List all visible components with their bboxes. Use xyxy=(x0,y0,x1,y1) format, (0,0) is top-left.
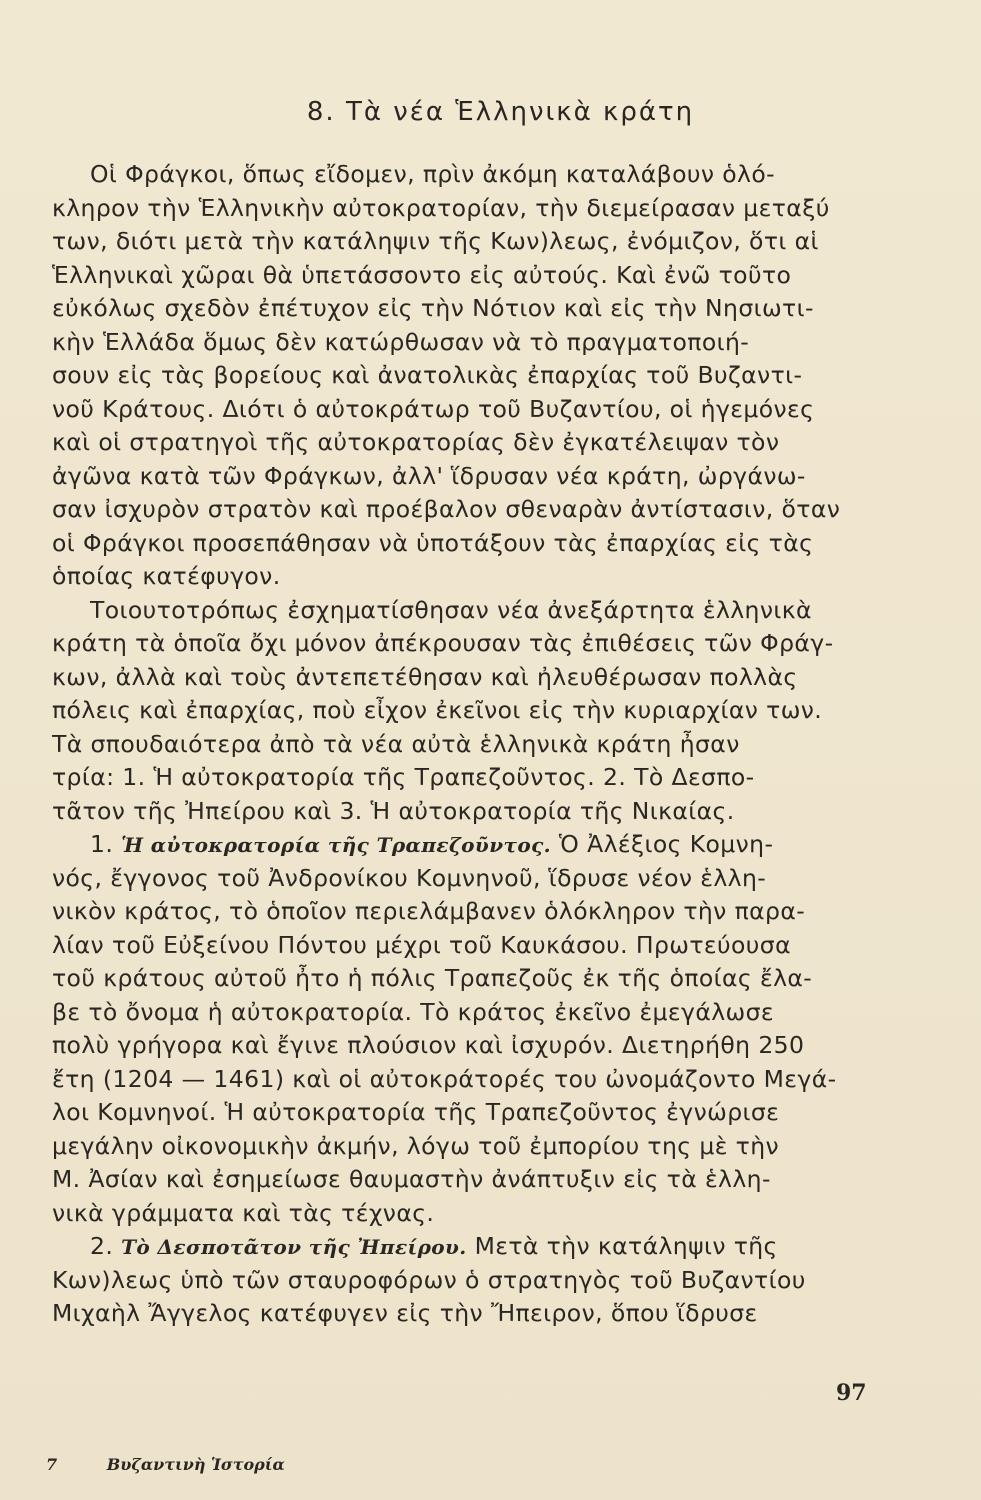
text-line: Μ. Ἀσίαν καὶ ἐσημείωσε θαυμαστὴν ἀνάπτυξιν εἰς τὰ ἑλλη- xyxy=(52,1165,771,1193)
section-heading: Τὸ Δεσποτᾶτον τῆς Ἠπείρου. xyxy=(121,1235,467,1259)
text-line: των, διότι μετὰ τὴν κατάληψιν τῆς Κων)λεως, ἐνόμιζον, ὅτι αἱ xyxy=(52,227,819,255)
text-line: λοι Κομνηνοί. Ἡ αὐτοκρατορία τῆς Τραπεζοῦντος ἐγνώρισε xyxy=(52,1098,780,1126)
text-line: πόλεις καὶ ἐπαρχίας, ποὺ εἶχον ἐκεῖνοι εἰς τὴν κυριαρχίαν των. xyxy=(52,696,823,724)
text-line: πολὺ γρήγορα καὶ ἔγινε πλούσιον καὶ ἰσχυρόν. Διετηρήθη 250 xyxy=(52,1031,805,1059)
text-line: Μιχαὴλ Ἄγγελος κατέφυγεν εἰς τὴν Ἤπειρον, ὅπου ἵδρυσε xyxy=(52,1299,758,1327)
page-footer xyxy=(46,1455,285,1474)
text-line: κὴν Ἑλλάδα ὅμως δὲν κατώρθωσαν νὰ τὸ πραγματοποιή- xyxy=(52,327,750,356)
book-title: Βυζαντινὴ Ἱστορία xyxy=(106,1455,285,1474)
text-line: κληρον τὴν Ἑλληνικὴν αὐτοκρατορίαν, τὴν διεμείρασαν μεταξύ xyxy=(52,193,830,222)
text-line: κράτη τὰ ὁποῖα ὄχι μόνον ἀπέκρουσαν τὰς ἐπιθέσεις τῶν Φράγ- xyxy=(52,629,834,657)
text-line: Τὰ σπουδαιότερα ἀπὸ τὰ νέα αὐτὰ ἑλληνικὰ κράτη ἦσαν xyxy=(52,729,740,758)
section-text: Ὁ Ἀλέξιος Κομνη- xyxy=(558,830,774,858)
text-line: τοῦ κράτους αὐτοῦ ἦτο ἡ πόλις Τραπεζοῦς ἐκ τῆς ὁποίας ἔλα- xyxy=(52,964,813,992)
text-line: νός, ἔγγονος τοῦ Ἀνδρονίκου Κομνηνοῦ, ἵδρυσε νέον ἑλλη- xyxy=(52,863,767,892)
text-line: καὶ οἱ στρατηγοὶ τῆς αὐτοκρατορίας δὲν ἐγκατέλειψαν τὸν xyxy=(52,428,780,456)
text-line: νικὸν κράτος, τὸ ὁποῖον περιελάμβανεν ὁλόκληρον τὴν παρα- xyxy=(52,897,806,925)
text-line: εὐκόλως σχεδὸν ἐπέτυχον εἰς τὴν Νότιον καὶ εἰς τὴν Νησιωτι- xyxy=(52,294,814,322)
text-line: λίαν τοῦ Εὐξείνου Πόντου μέχρι τοῦ Καυκάσου. Πρωτεύουσα xyxy=(52,930,791,959)
section-heading: Ἡ αὐτοκρατορία τῆς Τραπεζοῦντος. xyxy=(121,833,552,857)
text-line: Οἱ Φράγκοι, ὅπως εἴδομεν, πρὶν ἀκόμη καταλάβουν ὁλό- xyxy=(90,160,775,188)
chapter-title: 8. Τὰ νέα Ἑλληνικὰ κράτη xyxy=(306,97,695,127)
text-line: τᾶτον τῆς Ἠπείρου καὶ 3. Ἡ αὐτοκρατορία τῆς Νικαίας. xyxy=(52,796,735,825)
page-number: 97 xyxy=(836,1380,867,1406)
text-line: σαν ἰσχυρὸν στρατὸν καὶ προέβαλον σθεναρὰν ἀντίστασιν, ὅταν xyxy=(52,495,841,523)
body-text xyxy=(52,158,872,1331)
section-heading-line xyxy=(52,828,872,862)
text-line: Τοιουτοτρόπως ἐσχηματίσθησαν νέα ἀνεξάρτητα ἑλληνικὰ xyxy=(90,595,812,624)
text-line: ὁποίας κατέφυγον. xyxy=(52,562,281,590)
text-line: βε τὸ ὄνομα ἡ αὐτοκρατορία. Τὸ κράτος ἐκεῖνο ἐμεγάλωσε xyxy=(52,997,774,1026)
text-line: οἱ Φράγκοι προσεπάθησαν νὰ ὑποτάξουν τὰς ἐπαρχίας εἰς τὰς xyxy=(52,528,814,557)
section-number: 1. xyxy=(90,830,114,858)
text-line: ἀγῶνα κατὰ τῶν Φράγκων, ἀλλ' ἵδρυσαν νέα κράτη, ὠργάνω- xyxy=(52,461,806,490)
section-number: 2. xyxy=(90,1232,114,1260)
section-text: Μετὰ τὴν κατάληψιν τῆς xyxy=(474,1232,778,1260)
text-line: ἔτη (1204 — 1461) καὶ οἱ αὐτοκράτορές του ὠνομάζοντο Μεγά- xyxy=(52,1064,837,1093)
text-line: Κων)λεως ὑπὸ τῶν σταυροφόρων ὁ στρατηγὸς τοῦ Βυζαντίου xyxy=(52,1265,806,1294)
text-line: τρία: 1. Ἡ αὐτοκρατορία τῆς Τραπεζοῦντος. 2. Τὸ Δεσπο- xyxy=(52,763,755,791)
signature-mark: 7 xyxy=(46,1455,58,1474)
text-line: νοῦ Κράτους. Διότι ὁ αὐτοκράτωρ τοῦ Βυζαντίου, οἱ ἡγεμόνες xyxy=(52,394,815,423)
text-line: μεγάλην οἰκονομικὴν ἀκμήν, λόγω τοῦ ἐμπορίου της μὲ τὴν xyxy=(52,1131,780,1160)
text-line: κων, ἀλλὰ καὶ τοὺς ἀντεπετέθησαν καὶ ἠλευθέρωσαν πολλὰς xyxy=(52,662,798,691)
text-line: Ἑλληνικαὶ χῶραι θὰ ὑπετάσσοντο εἰς αὐτούς. Καὶ ἐνῶ τοῦτο xyxy=(52,260,792,289)
text-line: νικὰ γράμματα καὶ τὰς τέχνας. xyxy=(52,1198,435,1227)
text-line: σουν εἰς τὰς βορείους καὶ ἀνατολικὰς ἐπαρχίας τοῦ Βυζαντι- xyxy=(52,361,803,389)
section-heading-line xyxy=(52,1230,872,1264)
